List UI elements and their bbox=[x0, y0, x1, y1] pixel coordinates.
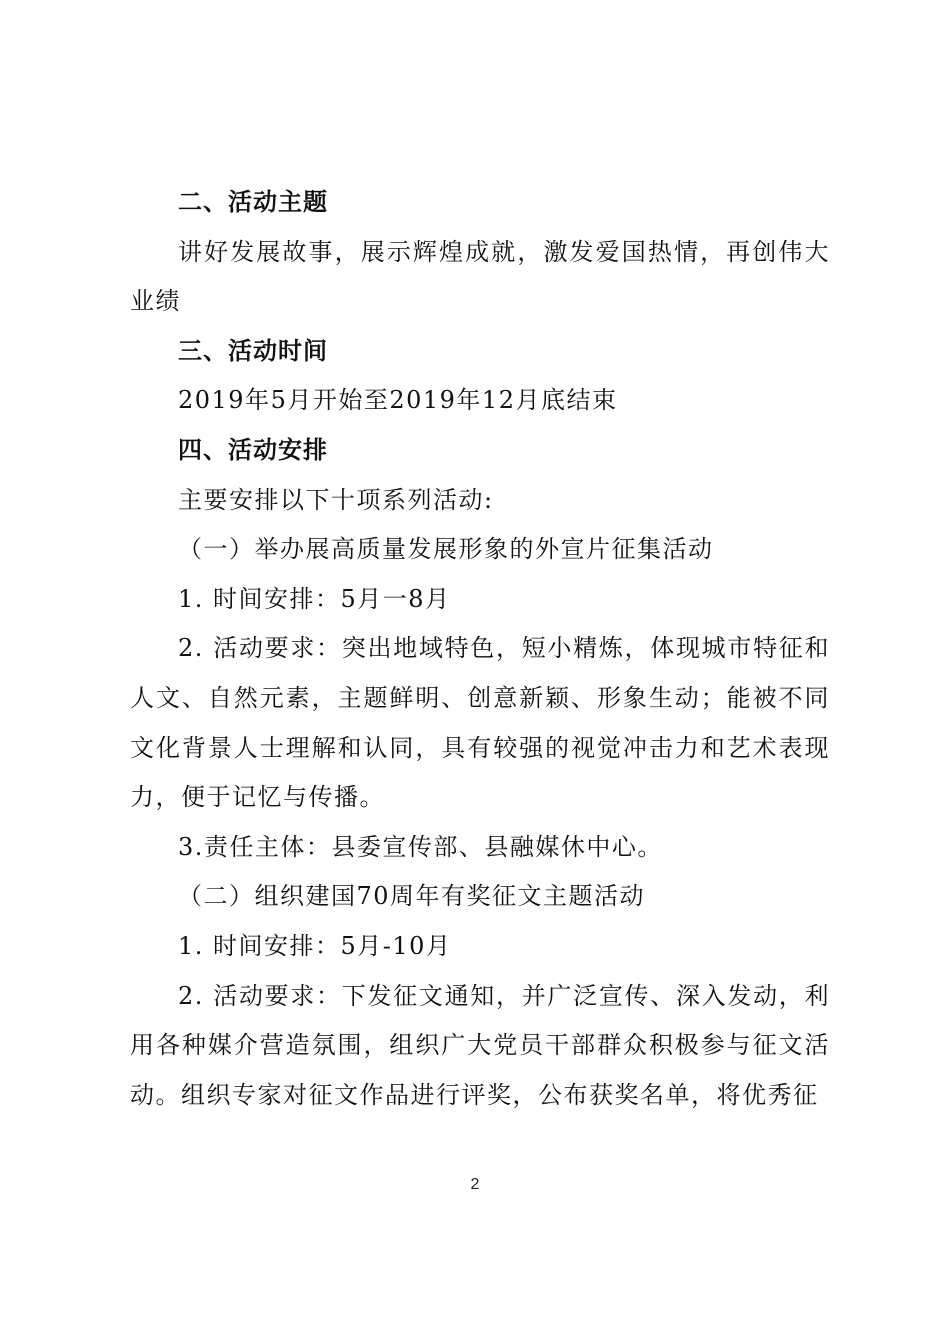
paragraph-theme: 讲好发展故事，展示辉煌成就，激发爱国热情，再创伟大业绩 bbox=[130, 237, 830, 316]
document-body bbox=[130, 178, 830, 1120]
paragraph-time: 2019年5月开始至2019年12月底结束 bbox=[178, 386, 618, 415]
page-number: 2 bbox=[470, 1176, 480, 1193]
section-heading-time: 三、活动时间 bbox=[178, 336, 328, 365]
paragraph-arrangement-intro: 主要安排以下十项系列活动: bbox=[178, 485, 494, 514]
list-item-schedule-1: 1. 时间安排：5月一8月 bbox=[178, 584, 451, 613]
list-item-requirements-2: 2. 活动要求：下发征文通知，并广泛宣传、深入发动，利用各种媒介营造氛围，组织广大党员干部群众积极参与征文活动。组织专家对征文作品进行评奖，公布获奖名单，将优秀征 bbox=[130, 981, 830, 1109]
section-heading-theme: 二、活动主题 bbox=[178, 188, 328, 216]
list-item-responsibility-1: 3.责任主体：县委宣传部、县融媒休中心。 bbox=[178, 832, 663, 861]
subsection-heading-1: （一）举办展高质量发展形象的外宣片征集活动 bbox=[178, 535, 714, 564]
section-heading-arrangement: 四、活动安排 bbox=[178, 435, 328, 464]
list-item-requirements-1: 2. 活动要求：突出地域特色，短小精炼，体现城市特征和人文、自然元素，主题鲜明、创意新颖、形象生动；能被不同文化背景人士理解和认同，具有较强的视觉冲击力和艺术表现力，便于记忆与传播。 bbox=[130, 634, 830, 812]
subsection-heading-2: （二）组织建国70周年有奖征文主题活动 bbox=[178, 882, 646, 911]
list-item-schedule-2: 1. 时间安排：5月-10月 bbox=[178, 931, 452, 960]
